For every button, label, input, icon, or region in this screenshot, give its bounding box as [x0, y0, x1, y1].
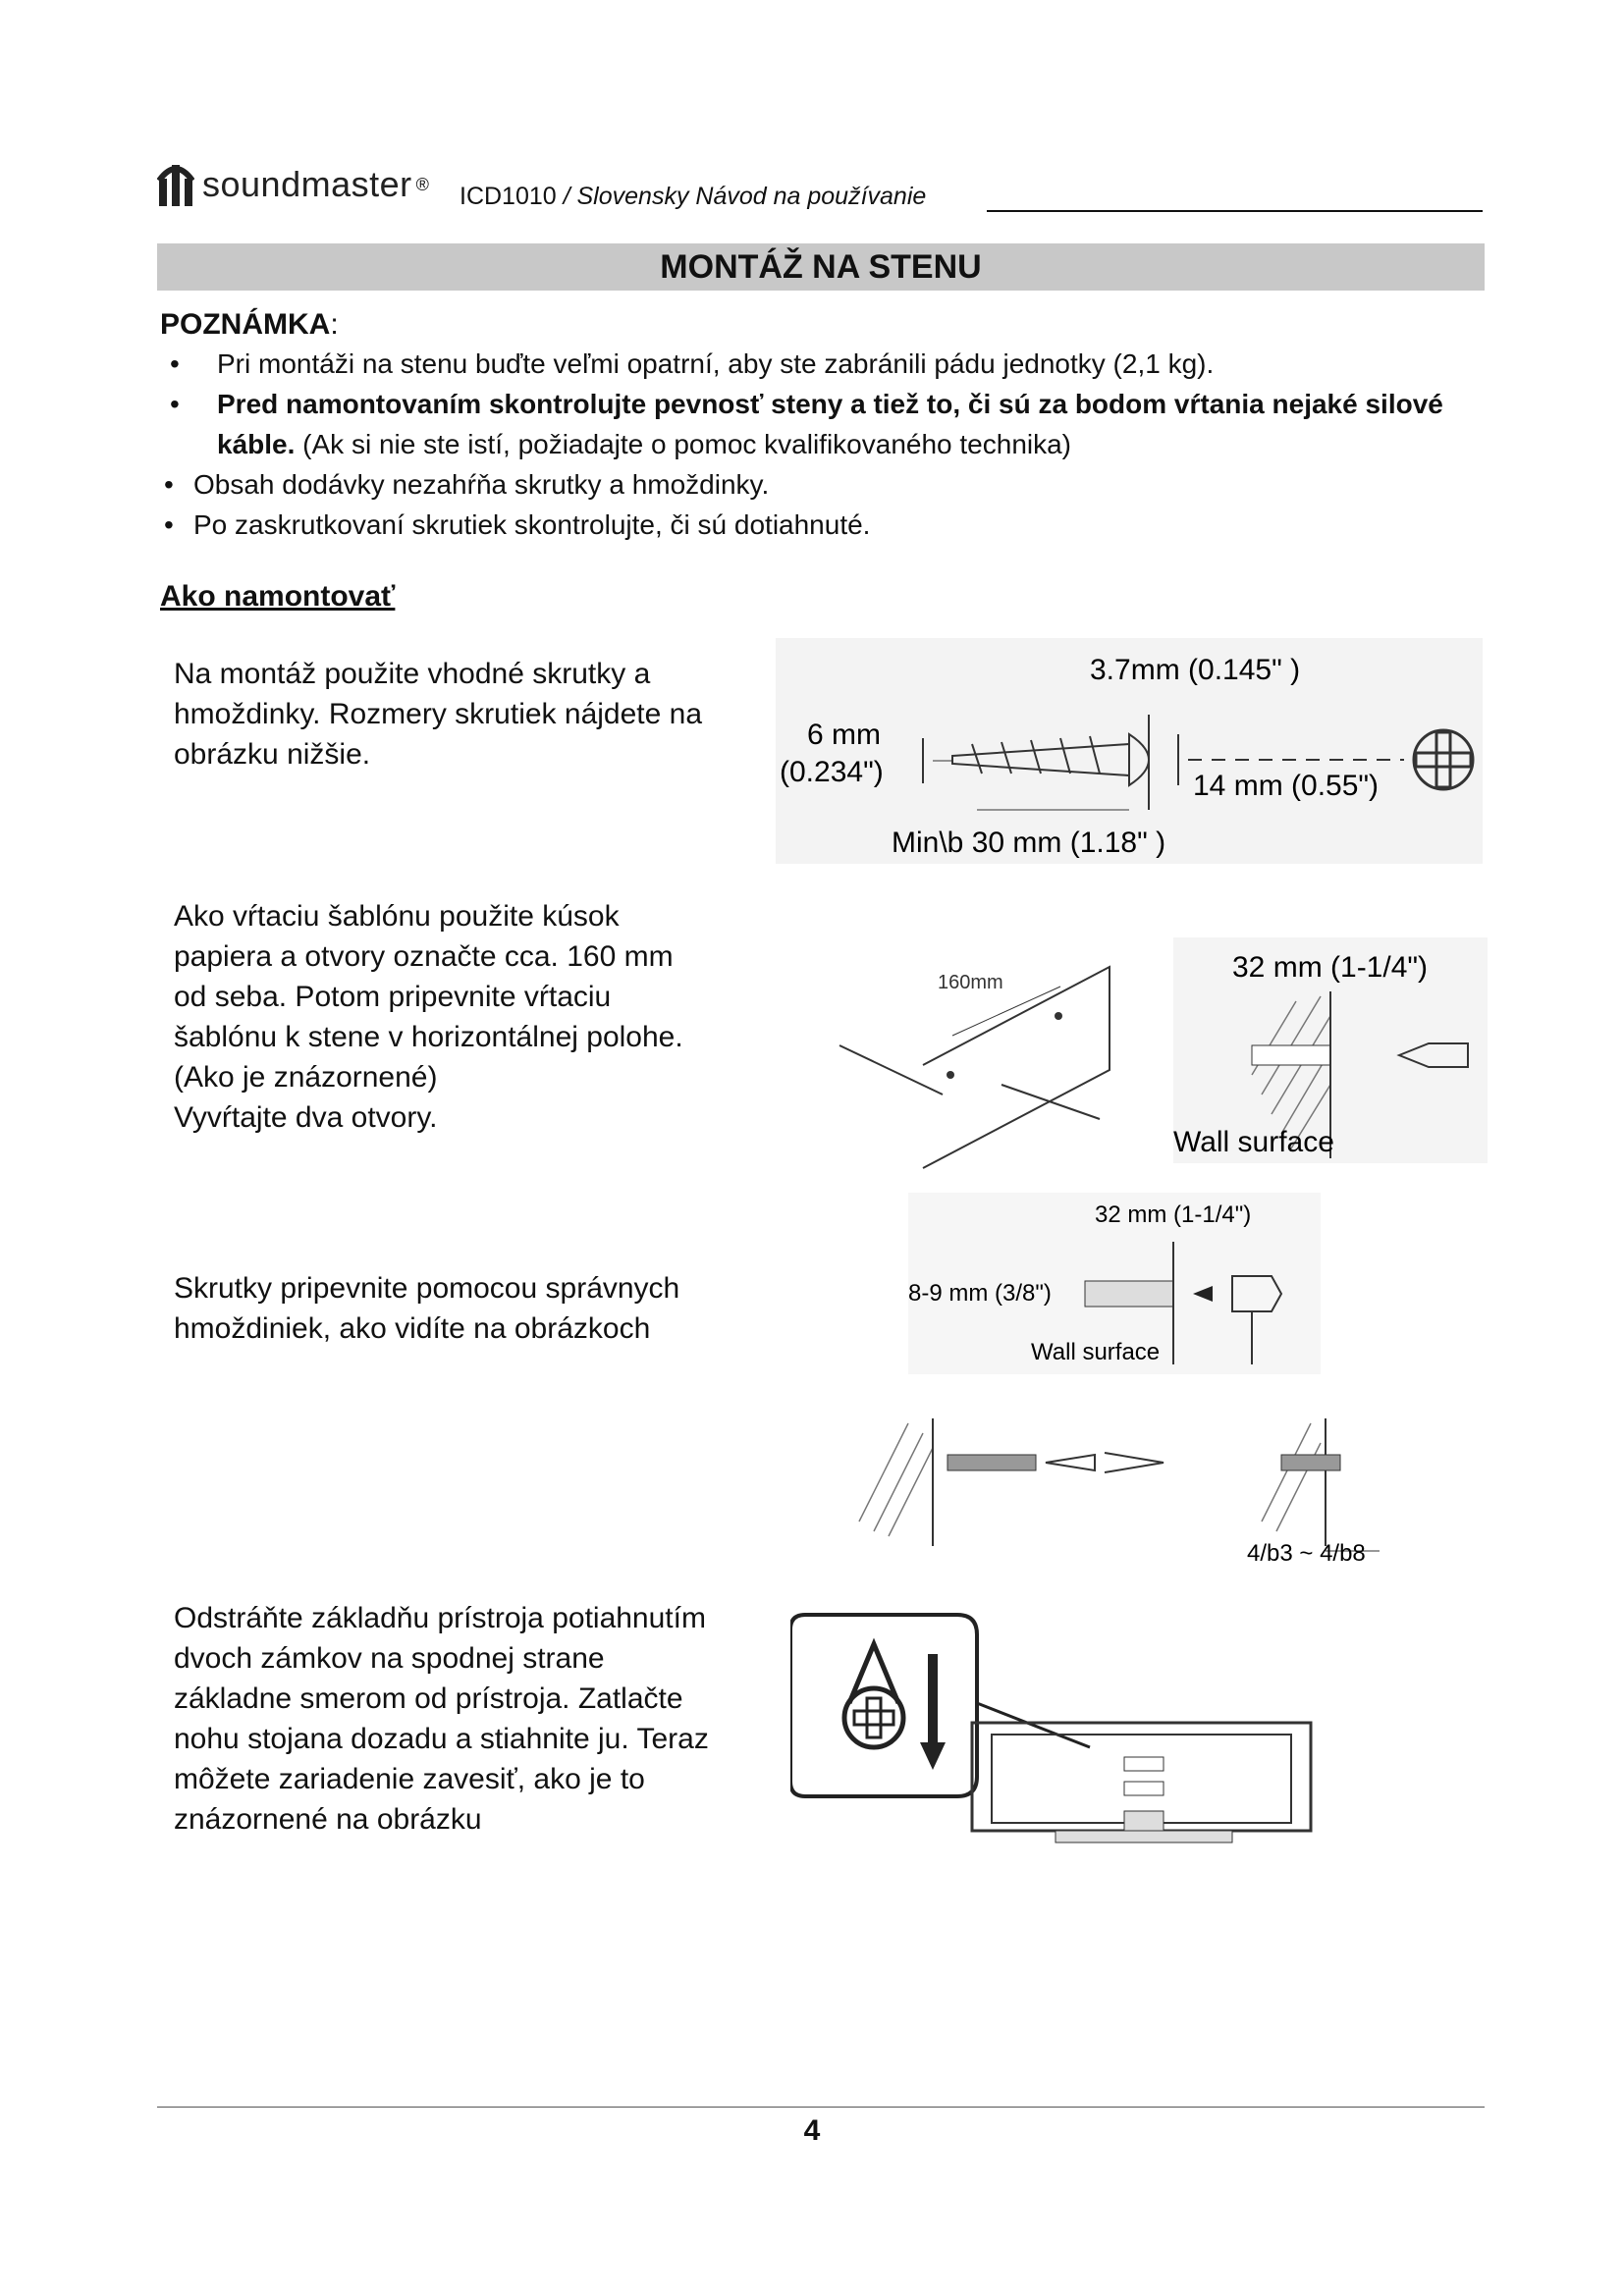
- svg-text:8-9 mm (3/8"): 8-9 mm (3/8"): [908, 1280, 1052, 1307]
- brand-logo: [157, 157, 429, 212]
- svg-text:Wall surface: Wall surface: [1173, 1126, 1334, 1158]
- wall-plug-figure: [908, 1193, 1321, 1374]
- step-3-text: Skrutky pripevnite pomocou správnych hmoždiniek, ako vidíte na obrázkoch: [174, 1272, 680, 1345]
- page-number: 4: [803, 2114, 821, 2147]
- svg-text:14 mm (0.55"): 14 mm (0.55"): [1193, 770, 1380, 802]
- screw-dimension-figure: [776, 638, 1483, 864]
- drill-depth-figure: [1173, 937, 1488, 1163]
- step-4-text: Odstráňte základňu prístroja potiahnutím dvoch zámkov na spodnej strane základne smerom od prístroja. Zatlačte nohu stojana dozadu a stiahnite ju. Teraz môžete zariadenie zavesiť, ako je to znázornené na obrázku: [174, 1602, 709, 1836]
- header-rule: [987, 210, 1483, 212]
- wall-mount-hanging-figure: [790, 1605, 1326, 1855]
- drill-template-figure: [835, 937, 1129, 1173]
- manual-language: / Slovensky Návod na používanie: [556, 183, 927, 210]
- note-item-weight: Pri montáži na stenu buďte veľmi opatrní, aby ste zabránili pádu jednotky (2,1 kg).: [217, 348, 1215, 379]
- step-1-text: Na montáž použite vhodné skrutky a hmoždinky. Rozmery skrutiek nájdete na obrázku nižšie.: [174, 658, 703, 771]
- svg-text:Wall surface: Wall surface: [1031, 1339, 1161, 1365]
- list-item: • Pri montáži na stenu buďte veľmi opatrní, aby ste zabránili pádu jednotky (2,1 kg).: [170, 348, 1215, 379]
- svg-text:3.7mm (0.145" ): 3.7mm (0.145" ): [1090, 654, 1301, 686]
- svg-text:(0.234"): (0.234"): [780, 756, 884, 788]
- note-list: [160, 344, 1486, 545]
- svg-text:32 mm (1-1/4"): 32 mm (1-1/4"): [1095, 1201, 1252, 1228]
- svg-text:6 mm: 6 mm: [807, 719, 881, 751]
- svg-text:Min\b 30 mm (1.18" ): Min\b 30 mm (1.18" ): [892, 827, 1166, 859]
- brand-registered: ®: [415, 174, 429, 194]
- brand-name: soundmaster: [202, 164, 412, 204]
- note-item-technician: (Ak si nie ste istí, požiadajte o pomoc kvalifikovaného technika): [295, 429, 1072, 459]
- document-subtitle: [460, 183, 926, 211]
- note-item-contents: Obsah dodávky nezahŕňa skrutky a hmoždinky.: [193, 469, 770, 500]
- section-title: MONTÁŽ NA STENU: [157, 243, 1485, 291]
- svg-text:160mm: 160mm: [938, 972, 1003, 993]
- svg-text:4/b3 ~ 4/b8: 4/b3 ~ 4/b8: [1247, 1540, 1366, 1561]
- list-item: • Po zaskrutkovaní skrutiek skontrolujte, či sú dotiahnuté.: [164, 509, 871, 540]
- note-item-tighten: Po zaskrutkovaní skrutiek skontrolujte, či sú dotiahnuté.: [193, 509, 871, 540]
- note-label-text: POZNÁMKA: [160, 308, 331, 341]
- soundmaster-logo-icon: [157, 161, 194, 208]
- note-colon: :: [330, 308, 339, 341]
- list-item: • Obsah dodávky nezahŕňa skrutky a hmoždinky.: [164, 469, 770, 500]
- howto-heading: Ako namontovať: [160, 580, 396, 613]
- footer-rule: [157, 2107, 1485, 2108]
- step-2-text: Ako vŕtaciu šablónu použite kúsok papiera a otvory označte cca. 160 mm od seba. Potom pripevnite vŕtaciu šablónu k stene v horizontálnej polohe. (Ako je znázornené) Vyvŕtajte dva otvory.: [174, 900, 683, 1134]
- screw-insertion-figure: [849, 1404, 1399, 1561]
- note-item-wall-check: Pred namontovaním skontrolujte pevnosť steny a tiež to, či sú za bodom vŕtania nejaké silové káble.: [217, 389, 1443, 459]
- list-item: • Pred namontovaním skontrolujte pevnosť steny a tiež to, či sú za bodom vŕtania nejaké silové káble. (Ak si nie ste istí, požiadajte o pomoc kvalifikovaného technika): [170, 389, 1443, 459]
- svg-text:32 mm (1-1/4"): 32 mm (1-1/4"): [1232, 951, 1429, 984]
- model-name: ICD1010: [460, 183, 557, 210]
- note-label: [160, 308, 339, 342]
